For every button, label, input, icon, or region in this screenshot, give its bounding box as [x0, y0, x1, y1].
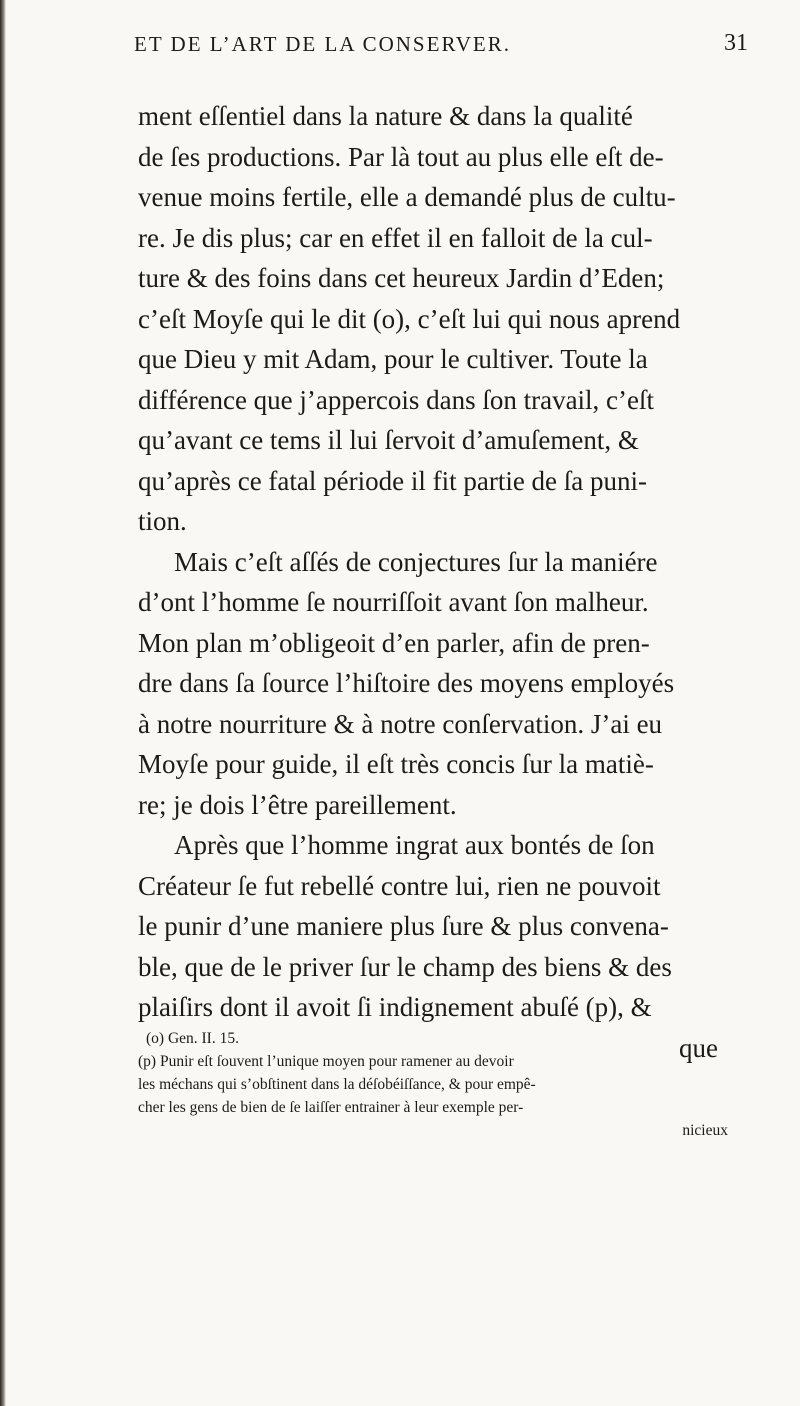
body-text	[138, 96, 738, 1068]
footnotes	[138, 1027, 748, 1142]
text-line: ble, que de le priver ſur le champ des biens & des	[138, 951, 672, 982]
text-line: différence que j’appercois dans ſon travail, c’eſt	[138, 384, 655, 415]
text-line: re. Je dis plus; car en effet il en falloit de la cul-	[138, 222, 653, 253]
text-line: à notre nourriture & à notre conſervation. J’ai eu	[138, 708, 663, 739]
text-line: Mais c’eſt aſſés de conjectures ſur la maniére	[174, 546, 658, 577]
text-line: de ſes productions. Par là tout au plus elle eſt de-	[138, 141, 664, 172]
text-line: le punir d’une maniere plus ſure & plus convena-	[138, 911, 669, 941]
footnote-line: nicieux	[682, 1122, 728, 1139]
text-line: dre dans ſa ſource l’hiſtoire des moyens employés	[138, 668, 675, 698]
text-line: ture & des foins dans cet heureux Jardin d’Eden;	[138, 263, 665, 293]
text-line: qu’avant ce tems il lui ſervoit d’amuſement, &	[138, 425, 639, 455]
text-line: qu’après ce fatal période il fit partie de ſa puni-	[138, 465, 648, 496]
footnote-line: (p) Punir eſt ſouvent l’unique moyen pour ramener au devoir	[138, 1053, 514, 1070]
text-line: re; je dois l’être pareillement.	[138, 789, 457, 820]
page-number: 31	[724, 30, 748, 56]
text-line: venue moins fertile, elle a demandé plus de cultu-	[138, 182, 676, 212]
running-head: ET DE L’ART DE LA CONSERVER.	[134, 32, 512, 56]
text-line: d’ont l’homme ſe nourriſſoit avant ſon malheur.	[138, 587, 649, 617]
footnote-line: (o) Gen. II. 15.	[146, 1030, 239, 1047]
text-line: Mon plan m’obligeoit d’en parler, afin de pren-	[138, 627, 650, 658]
text-line: Moyſe pour guide, il eſt très concis ſur la matiè-	[138, 749, 654, 779]
text-line: ment eſſentiel dans la nature & dans la qualité	[138, 101, 633, 131]
catchword: que	[679, 1032, 718, 1063]
text-line: plaiſirs dont il avoit ſi indignement abuſé (p), &	[138, 992, 652, 1022]
text-line: Créateur ſe fut rebellé contre lui, rien ne pouvoit	[138, 870, 661, 901]
text-line: que Dieu y mit Adam, pour le cultiver. Toute la	[138, 344, 648, 374]
page-header	[120, 26, 748, 76]
text-line: tion.	[138, 506, 187, 536]
text-line: Après que l’homme ingrat aux bontés de ſon	[174, 830, 655, 860]
footnote-line: cher les gens de bien de ſe laiſſer entrainer à leur exemple per-	[138, 1099, 524, 1116]
footnote-line: les méchans qui s’obſtinent dans la déſobéiſſance, & pour empê-	[138, 1076, 536, 1093]
page-binding-edge	[0, 0, 6, 1406]
text-line: c’eſt Moyſe qui le dit (o), c’eſt lui qui nous aprend	[138, 303, 681, 334]
